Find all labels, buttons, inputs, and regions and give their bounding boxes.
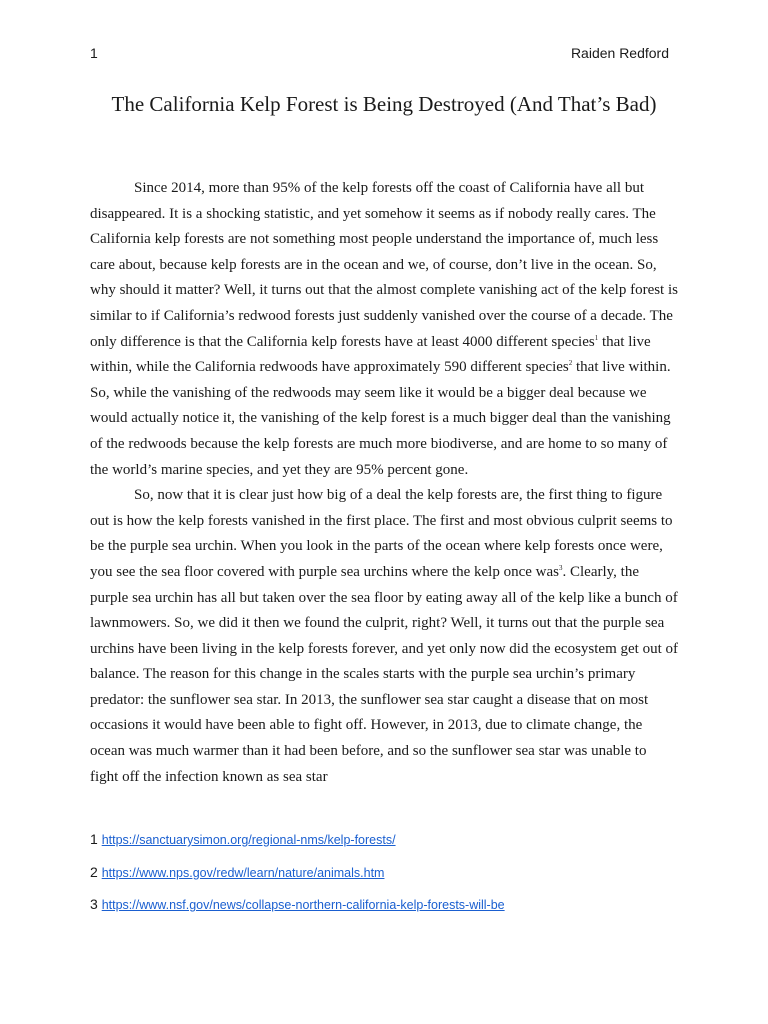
footnote-number: 2 bbox=[90, 863, 98, 880]
page-number: 1 bbox=[90, 45, 98, 61]
footnote-ref-3: 3 bbox=[559, 563, 563, 572]
footnote-number: 3 bbox=[90, 896, 98, 912]
document-title: The California Kelp Forest is Being Destroyed (And That’s Bad) bbox=[111, 92, 657, 116]
paragraph-text: that live within, while the California redwoods have approximately 590 different species bbox=[90, 333, 651, 376]
paragraph-text: So, now that it is clear just how big of a deal the kelp forests are, the first thing to figure out is how the kelp forests vanished in the first place. The first and most obvious culprit seems to be the purple sea urchin. When you look in the parts of the ocean where kelp forests once were, you see the sea floor covered with purple sea urchins where the kelp once was bbox=[90, 487, 673, 580]
footnote-2 bbox=[90, 864, 505, 897]
footnote-ref-2: 2 bbox=[568, 359, 573, 368]
paragraph-2 bbox=[90, 483, 678, 790]
paragraph-text: that live within. So, while the vanishing of the redwoods may seem like it would be a bigger deal because we would actually notice it, the vanishing of the kelp forest is a much bigger deal than the vanishing of the redwoods because the kelp forests are much more biodiverse, and are home to so many of the world’s marine species, and yet they are 95% percent gone. bbox=[90, 359, 671, 478]
footnotes bbox=[90, 831, 505, 929]
footnote-link-1[interactable]: https://sanctuarysimon.org/regional-nms/kelp-forests/ bbox=[101, 833, 396, 847]
footnote-ref-1: 1 bbox=[594, 333, 599, 342]
body-text bbox=[90, 176, 678, 790]
footnote-link-3[interactable]: https://www.nsf.gov/news/collapse-northern-california-kelp-forests-will-be bbox=[101, 898, 505, 912]
paragraph-text: Since 2014, more than 95% of the kelp forests off the coast of California have all but disappeared. It is a shocking statistic, and yet somehow it seems as if nobody really cares. The California kelp forests are not something most people understand the importance of, much less care about, because kelp forests are in the ocean and we, of course, don’t live in the ocean. So, why should it matter? Well, it turns out that the almost complete vanishing act of the kelp forest is similar to if California’s redwood forests just suddenly vanished over the course of a decade. The only difference is that the California kelp forests have at least 4000 different species bbox=[90, 180, 678, 350]
paragraph-1 bbox=[90, 176, 678, 483]
author-name: Raiden Redford bbox=[570, 45, 669, 61]
paragraph-text: . Clearly, the purple sea urchin has all but taken over the sea floor by eating away all of the kelp like a bunch of lawnmowers. So, we did it then we found the culprit, right? Well, it turns out that the purple sea urchins have been living in the kelp forests forever, and yet only now did the ecosystem get out of balance. The reason for this change in the scales starts with the purple sea urchin’s primary predator: the sunflower sea star. In 2013, the sunflower sea star caught a disease that on most occasions it would have been able to fight off. However, in 2013, due to climate change, the ocean was much warmer than it had been before, and so the sunflower sea star was unable to fight off the infection known as sea star bbox=[90, 563, 678, 785]
footnote-3 bbox=[90, 896, 505, 929]
footnote-1 bbox=[90, 831, 505, 864]
footnote-number: 1 bbox=[90, 831, 98, 847]
footnote-link-2[interactable]: https://www.nps.gov/redw/learn/nature/animals.htm bbox=[101, 865, 385, 880]
